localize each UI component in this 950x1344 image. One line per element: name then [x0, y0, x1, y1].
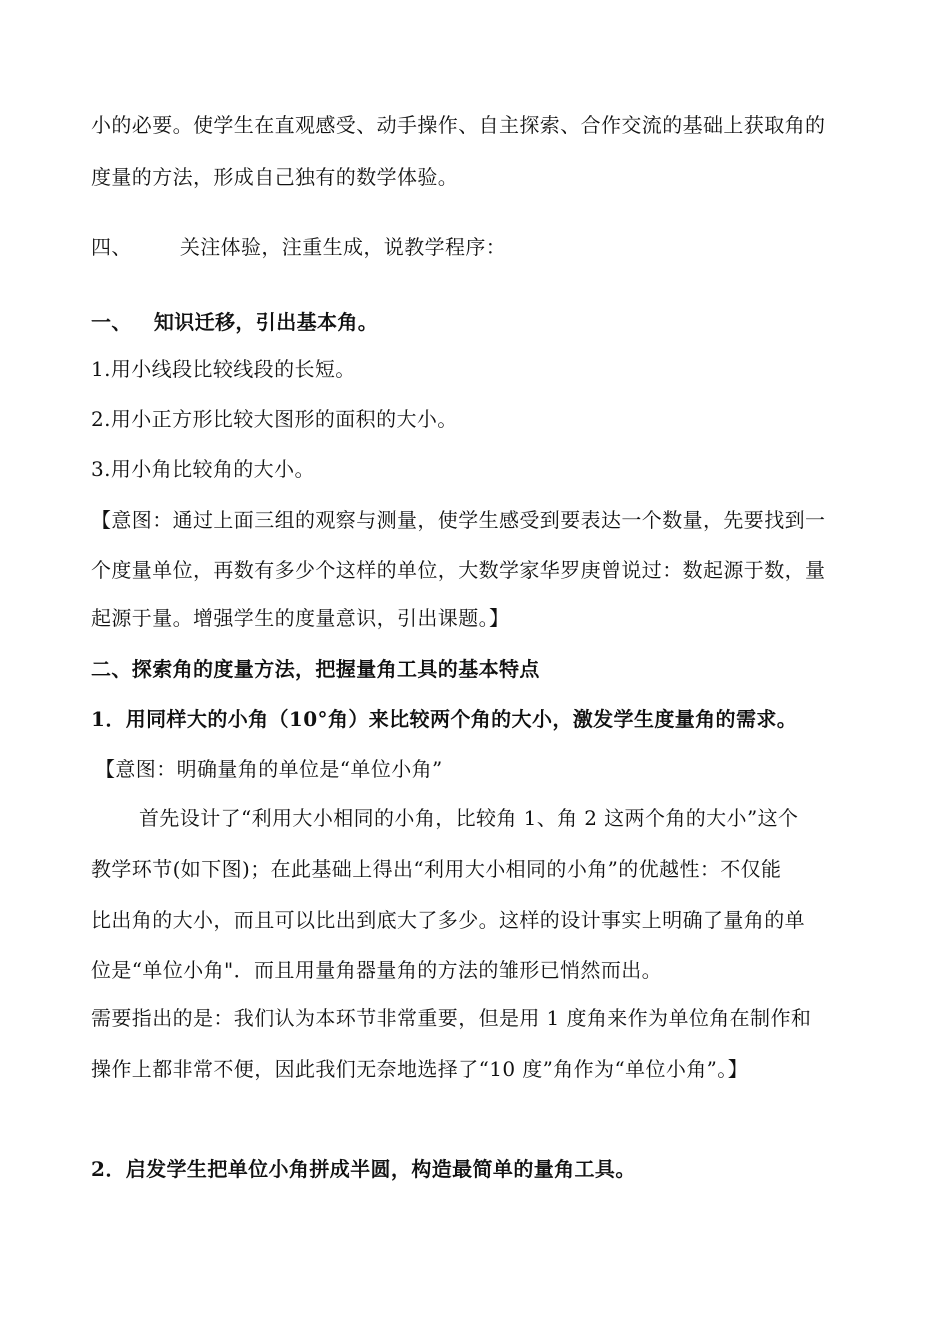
- paragraph-line: 需要指出的是：我们认为本环节非常重要，但是用 1 度角来作为单位角在制作和: [91, 1006, 812, 1030]
- sub-heading: 2．启发学生把单位小角拼成半圆，构造最简单的量角工具。: [91, 1157, 636, 1181]
- section-title: 关注体验，注重生成，说教学程序：: [179, 235, 507, 259]
- paragraph-line: 操作上都非常不便，因此我们无奈地选择了“10 度”角作为“单位小角”。】: [91, 1057, 749, 1081]
- list-item: 3.用小角比较角的大小。: [91, 457, 315, 481]
- section-number: 四、: [91, 235, 132, 259]
- list-item: 1.用小线段比较线段的长短。: [91, 357, 356, 381]
- paragraph-line: 位是“单位小角"．而且用量角器量角的方法的雏形已悄然而出。: [91, 958, 663, 982]
- intent-line: 【意图：通过上面三组的观察与测量，使学生感受到要表达一个数量，先要找到一: [91, 508, 826, 532]
- paragraph-line: 教学环节(如下图)；在此基础上得出“利用大小相同的小角”的优越性：不仅能: [91, 857, 782, 881]
- paragraph-line: 度量的方法，形成自己独有的数学体验。: [91, 165, 459, 189]
- list-item: 2.用小正方形比较大图形的面积的大小。: [91, 407, 458, 431]
- paragraph-line: 首先设计了“利用大小相同的小角，比较角 1、角 2 这两个角的大小”这个: [139, 806, 799, 830]
- step-number: 一、: [91, 310, 132, 334]
- intent-line: 个度量单位，再数有多少个这样的单位，大数学家华罗庚曾说过：数起源于数，量: [91, 558, 826, 582]
- intent-line: 起源于量。增强学生的度量意识，引出课题。】: [91, 606, 510, 630]
- sub-heading: 1．用同样大的小角（10°角）来比较两个角的大小，激发学生度量角的需求。: [91, 707, 798, 731]
- step-heading: 二、探索角的度量方法，把握量角工具的基本特点: [91, 657, 540, 681]
- step-heading: [91, 308, 861, 336]
- section-heading: [91, 233, 861, 261]
- step-title: 知识迁移，引出基本角。: [153, 310, 379, 334]
- intent-line: 【意图：明确量角的单位是“单位小角”: [95, 757, 443, 781]
- paragraph-line: 小的必要。使学生在直观感受、动手操作、自主探索、合作交流的基础上获取角的: [91, 113, 826, 137]
- paragraph-line: 比出角的大小，而且可以比出到底大了多少。这样的设计事实上明确了量角的单: [91, 908, 805, 932]
